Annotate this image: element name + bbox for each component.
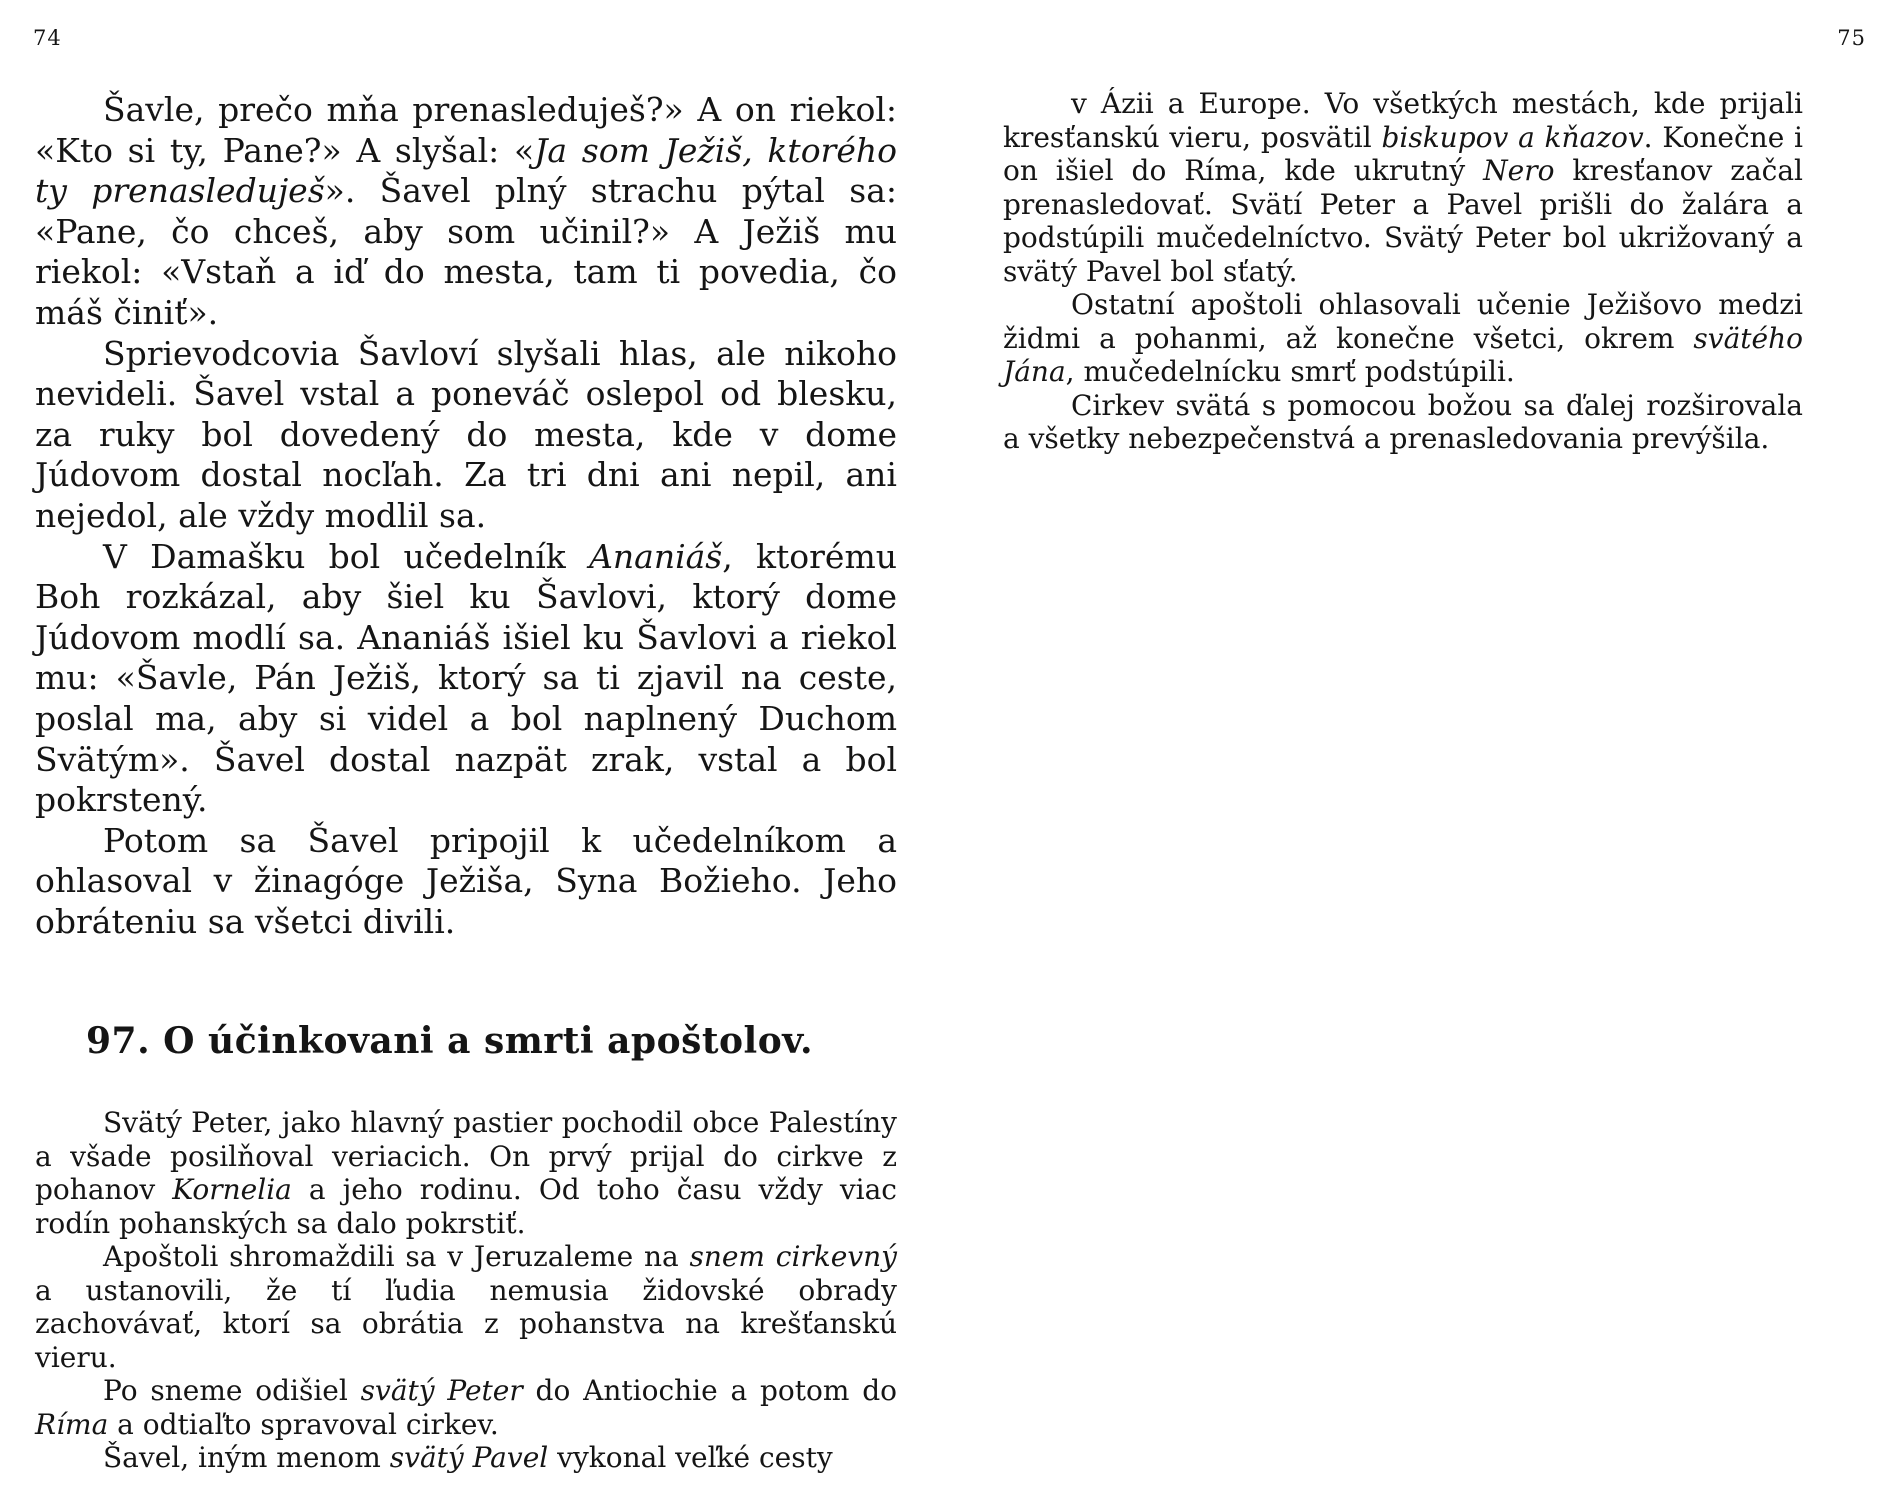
text-run: . Konečne i on išiel do Ríma, kde ukrutný — [1003, 120, 1803, 187]
paragraph — [35, 1240, 897, 1374]
story-continuation — [35, 90, 897, 942]
paragraph — [35, 334, 897, 537]
text-run: Potom sa Šavel pripojil k učedelníkom a ohlasoval v žinagóge Ježiša, Syna Božieho. Jeho obráteniu sa všetci divili. — [35, 820, 897, 941]
text-run: ». Šavel plný strachu pýtal sa: «Pane, čo chceš, aby som učinil?» A Ježiš mu riekol: «Vstaň a iď do mesta, tam ti povedia, čo máš činiť». — [35, 171, 897, 332]
text-run: kresťanov začal prenasledovať. Svätí Peter a Pavel prišli do žalára a podstúpili mučedelníctvo. Svätý Peter bol ukrižovaný a svätý Pavel bol sťatý. — [1003, 154, 1803, 288]
chapter-body-continued — [1003, 87, 1803, 456]
text-run: do Antiochie a potom do — [522, 1374, 897, 1407]
text-run: Šavel, iným menom — [103, 1441, 390, 1474]
paragraph — [35, 1441, 897, 1475]
italic-text: svätý Pavel — [389, 1441, 549, 1474]
paragraph — [35, 1374, 897, 1441]
italic-text: snem cirkevný — [689, 1240, 897, 1273]
text-run: vykonal veľké cesty — [548, 1441, 833, 1474]
paragraph — [35, 537, 897, 821]
italic-text: Ja som Ježiš, ktorého ty prenasleduješ — [35, 130, 897, 211]
text-run: Cirkev svätá s pomocou božou sa ďalej rozširovala a všetky nebezpečenstvá a prenasledovania prevýšila. — [1003, 388, 1803, 455]
chapter-body — [35, 1106, 897, 1475]
paragraph — [1003, 288, 1803, 389]
paragraph — [35, 1106, 897, 1240]
italic-text: Kornelia — [172, 1173, 292, 1206]
page-number-left: 74 — [33, 26, 62, 50]
text-run: V Damašku bol učedelník — [103, 536, 590, 576]
text-run: Svätý Peter, jako hlavný pastier pochodil obce Palestíny a všade posilňoval veriacich. On prvý prijal do cirkve z pohanov — [35, 1106, 897, 1206]
italic-text: svätý Peter — [360, 1374, 523, 1407]
italic-text: Nero — [1483, 154, 1555, 187]
text-run: Ostatní apoštoli ohlasovali učenie Ježišovo medzi židmi a pohanmi, až konečne všetci, okrem — [1003, 288, 1803, 355]
paragraph — [1003, 389, 1803, 456]
text-run: v Ázii a Europe. Vo všetkých mestách, kde prijali kresťanskú vieru, posvätil — [1003, 87, 1803, 154]
text-run: , mučedelnícku smrť podstúpili. — [1065, 355, 1515, 388]
paragraph — [35, 90, 897, 334]
text-run: Apoštoli shromaždili sa v Jeruzaleme na — [103, 1240, 690, 1273]
chapter-title: 97. O účinkovani a smrti apoštolov. — [86, 1020, 814, 1062]
italic-text: svätého Jána — [1003, 321, 1803, 388]
text-run: , ktorému Boh rozkázal, aby šiel ku Šavlovi, ktorý dome Júdovom modlí sa. Ananiáš išiel ku Šavlovi a riekol mu: «Šavle, Pán Ježiš, ktorý sa ti zjavil na ceste, poslal ma, aby si videl a bol naplnený Duchom Svätým». Šavel dostal nazpät zrak, vstal a bol pokrstený. — [35, 536, 897, 820]
paragraph — [35, 821, 897, 943]
paragraph — [1003, 87, 1803, 288]
text-run: Sprievodcovia Šavloví slyšali hlas, ale nikoho nevideli. Šavel vstal a poneváč oslepol od blesku, za ruky bol dovedený do mesta, kde v dome Júdovom dostal nocľah. Za tri dni ani nepil, ani nejedol, ale vždy modlil sa. — [35, 333, 897, 535]
italic-text: Ananiáš — [589, 536, 723, 576]
italic-text: biskupov a kňazov — [1381, 120, 1644, 154]
text-run: Šavle, prečo mňa prenasleduješ?» A on riekol: «Kto si ty, Pane?» A slyšal: « — [35, 90, 897, 170]
right-page — [943, 0, 1886, 1500]
text-run: Po sneme odišiel — [103, 1374, 361, 1407]
text-run: a ustanovili, že tí ľudia nemusia židovské obrady zachovávať, ktorí sa obrátia z pohanstva na krešťanskú vieru. — [35, 1273, 897, 1374]
italic-text: Ríma — [35, 1407, 109, 1441]
text-run: a jeho rodinu. Od toho času vždy viac rodín pohanských sa dalo pokrstiť. — [35, 1173, 897, 1240]
page-number-right: 75 — [1837, 26, 1866, 50]
text-run: a odtiaľto spravoval cirkev. — [108, 1407, 499, 1441]
